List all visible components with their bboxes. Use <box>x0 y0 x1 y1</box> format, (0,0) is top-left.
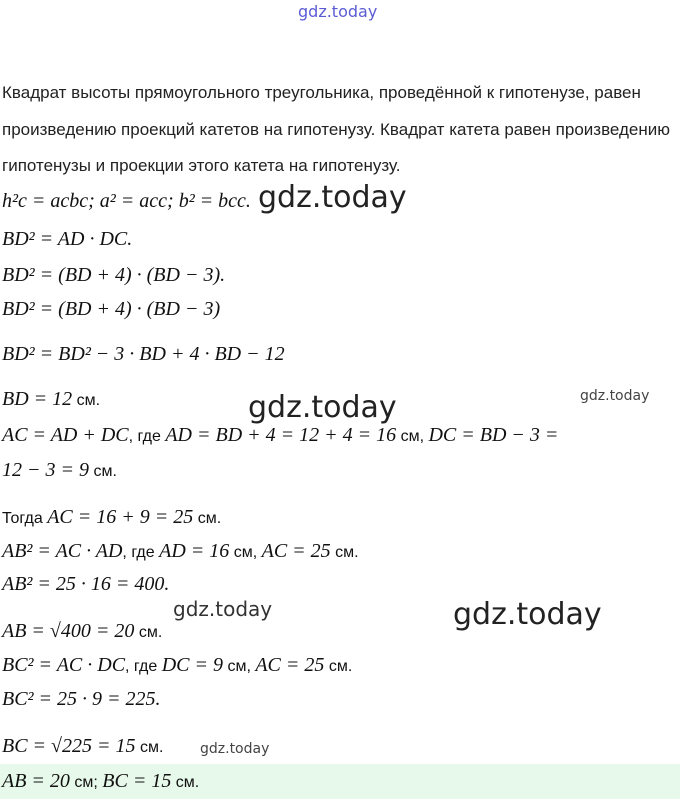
formula-line-7 <box>2 424 558 447</box>
formula-13-d: см, <box>223 658 256 675</box>
formula-13-a: BC² = AC · DC <box>2 654 126 676</box>
watermark-1: gdz.today <box>258 180 407 215</box>
watermark-4: gdz.today <box>173 597 273 621</box>
formula-line-4: BD² = (BD + 4) · (BD − 3) <box>2 298 221 320</box>
watermark-3: gdz.today <box>248 390 397 425</box>
formula-line-11: AB² = 25 · 16 = 400. <box>2 573 170 595</box>
formula-7-b: , где <box>128 428 166 445</box>
formula-6-math: BD = 12 <box>2 388 73 410</box>
formula-13-c: DC = 9 <box>161 654 223 676</box>
watermark-top: gdz.today <box>298 2 378 21</box>
formula-line-3: BD² = (BD + 4) · (BD − 3). <box>2 264 226 286</box>
formula-8-a: 12 − 3 = 9 <box>2 459 89 481</box>
formula-10-f: см. <box>330 544 359 561</box>
answer-a: AB = 20 <box>2 770 70 792</box>
answer-d: см. <box>171 774 200 791</box>
answer-c: BC = 15 <box>102 770 172 792</box>
answer-b: см; <box>69 774 103 791</box>
watermark-2: gdz.today <box>580 388 650 404</box>
formula-line-15 <box>2 735 163 758</box>
formula-line-5: BD² = BD² − 3 · BD + 4 · BD − 12 <box>2 343 285 365</box>
formula-line-13 <box>2 654 352 677</box>
formula-7-c: AD = BD + 4 = 12 + 4 = 16 <box>165 424 397 446</box>
formula-12-b: см. <box>134 624 163 641</box>
formula-line-10 <box>2 540 359 563</box>
formula-line-12 <box>2 620 162 643</box>
formula-13-b: , где <box>125 658 162 675</box>
formula-line-8 <box>2 459 117 482</box>
formula-10-d: см, <box>229 544 262 561</box>
formula-9-c: см. <box>193 510 222 527</box>
formula-9-b: AC = 16 + 9 = 25 <box>47 506 194 528</box>
formula-7-a: AC = AD + DC <box>2 424 129 446</box>
formula-10-a: AB² = AC · AD <box>2 540 123 562</box>
formula-10-b: , где <box>122 544 160 561</box>
formula-line-2: BD² = AD · DC. <box>2 228 133 250</box>
formula-line-9 <box>2 506 221 529</box>
formula-line-6 <box>2 388 100 411</box>
formula-13-e: AC = 25 <box>255 654 325 676</box>
formula-7-e: DC = BD − 3 = <box>428 424 559 446</box>
formula-line-14: BC² = 25 · 9 = 225. <box>2 688 161 710</box>
theory-paragraph: Квадрат высоты прямоугольного треугольника, проведённой к гипотенузе, равен произведению проекций катетов на гипотенузу. Квадрат катета равен произведению гипотенузы и проекции этого катета на гипотенузу. <box>2 83 670 175</box>
formula-10-e: AC = 25 <box>261 540 331 562</box>
formula-6-unit: см. <box>72 392 101 409</box>
formula-10-c: AD = 16 <box>159 540 230 562</box>
formula-7-d: см, <box>396 428 429 445</box>
formula-line-1: h²c = acbc; a² = acc; b² = bcc. <box>2 190 251 212</box>
formula-13-f: см. <box>324 658 353 675</box>
watermark-6: gdz.today <box>200 741 270 757</box>
formula-9-a: Тогда <box>2 510 48 527</box>
formula-8-b: см. <box>89 463 117 480</box>
watermark-5: gdz.today <box>453 597 602 632</box>
formula-15-a: BC = √225 = 15 <box>2 735 136 757</box>
formula-15-b: см. <box>135 739 164 756</box>
answer-line <box>2 770 199 793</box>
formula-12-a: AB = √400 = 20 <box>2 620 135 642</box>
